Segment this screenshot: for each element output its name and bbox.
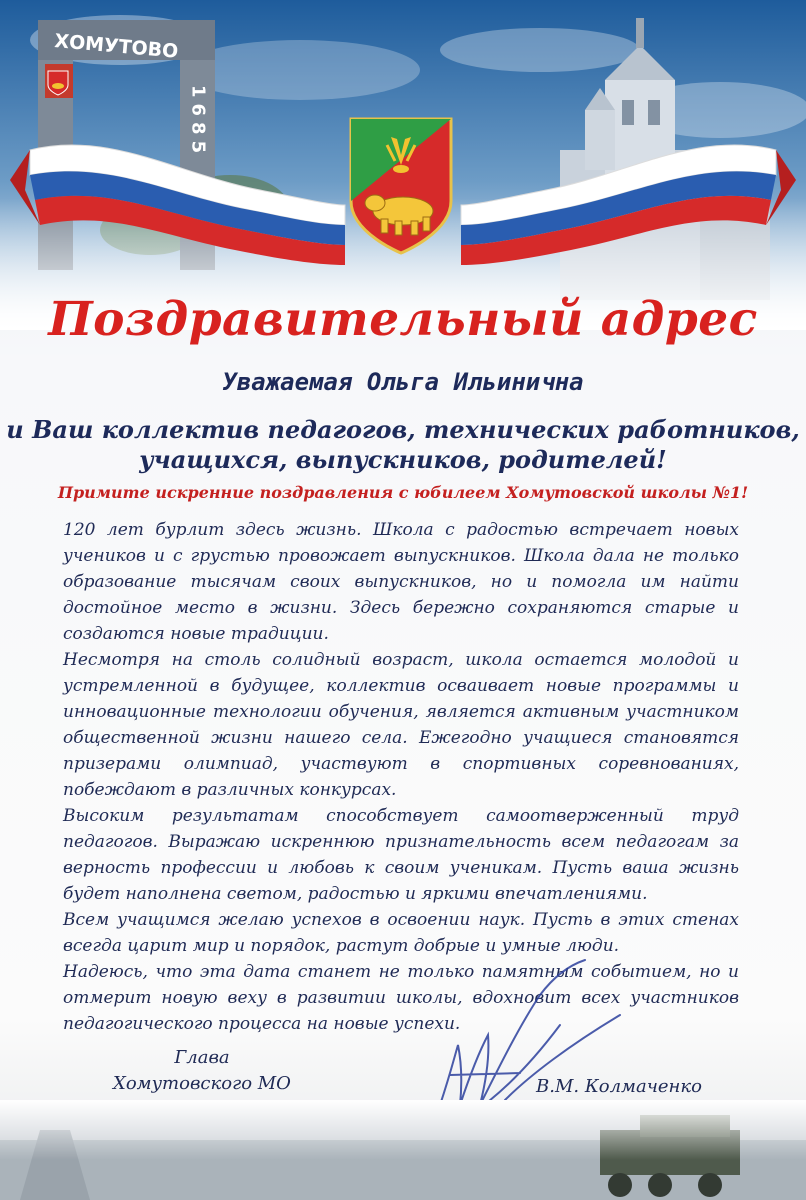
paragraph: Высоким результатам способствует самоотверженный труд педагогов. Выражаю искреннюю признательность всем педагогам за верность профессии и любовь к своим ученикам. Пусть ваша жизнь будет наполнена светом, радостью и яркими впечатлениями. (63, 806, 739, 904)
signer-name: В.М. Колмаченко (536, 1076, 702, 1097)
paragraph: Всем учащимся желаю успехов в освоении наук. Пусть в этих стенах всегда царит мир и порядок, растут добрые и умные люди. (63, 910, 739, 956)
paragraph: Надеюсь, что эта дата станет не только памятным событием, но и отмерит новую веху в развитии школы, вдохновит всех участников педагогического процесса на новые успехи. (63, 962, 739, 1034)
signer-position (92, 1045, 312, 1097)
congratulations-line: Примите искренние поздравления с юбилеем Хомутовской школы №1! (57, 483, 749, 502)
small-coat-of-arms-icon (47, 70, 69, 96)
certificate-title: Поздравительный адрес (48, 292, 758, 347)
collective-line-1: и Ваш коллектив педагогов, технических работников, (6, 415, 800, 444)
addressee-name: Уважаемая Ольга Ильинична (222, 368, 584, 396)
collective-address (0, 415, 806, 475)
paragraph: 120 лет бурлит здесь жизнь. Школа с радостью встречает новых учеников и с грустью провожает выпускников. Школа дала не только образование тысячам своих выпускников, но и помогла им найти достойное место в жизни. Здесь бережно сохраняются старые и создаются новые традиции. (63, 520, 739, 644)
signer-position-line-1: Глава (174, 1047, 230, 1068)
coat-of-arms-icon (347, 115, 455, 257)
paragraph: Несмотря на столь солидный возраст, школа остается молодой и устремленной в будущее, коллектив осваивает новые программы и инновационные технологии обучения, является активным участником общественной жизни нашего села. Ежегодно учащиеся становятся призерами олимпиад, участвуют в спортивных соревнованиях, побеждают в различных конкурсах. (63, 650, 739, 800)
collective-line-2: учащихся, выпускников, родителей! (139, 445, 667, 474)
signer-position-line-2: Хомутовского МО (113, 1073, 291, 1094)
footer-background (0, 1100, 806, 1200)
